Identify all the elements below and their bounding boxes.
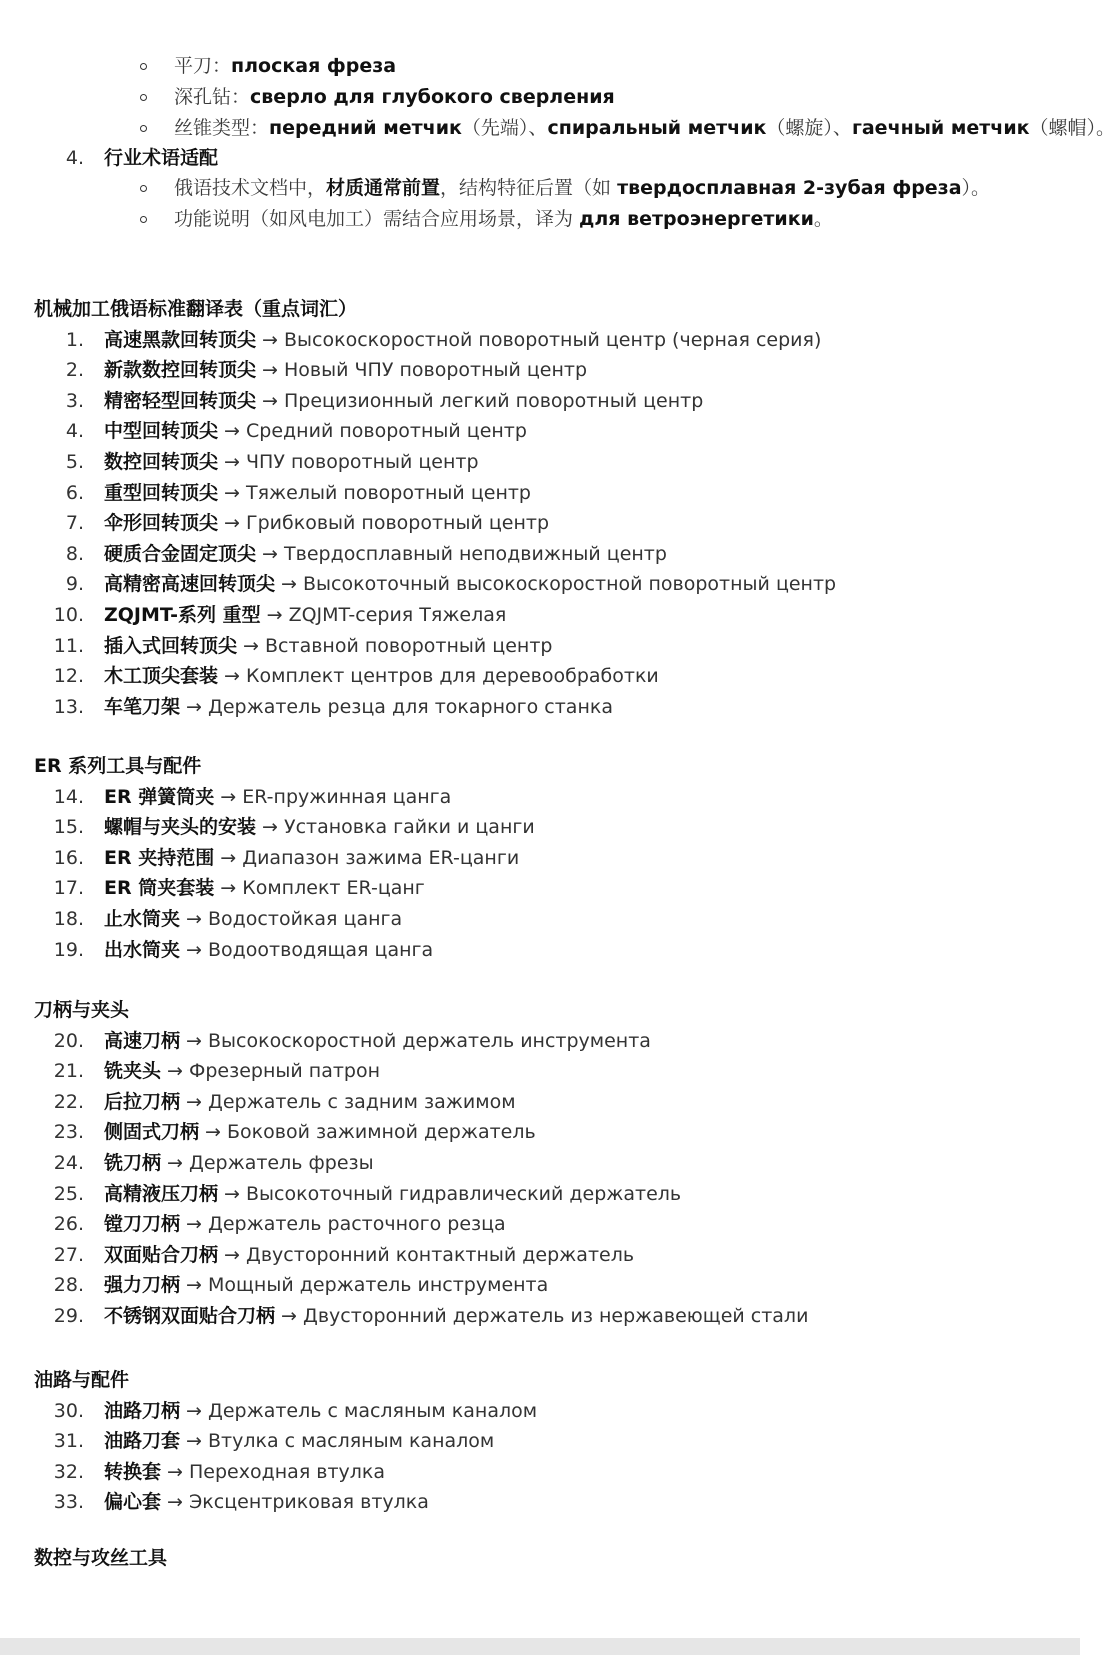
arrow-icon: → bbox=[218, 1182, 247, 1205]
term-russian: Держатель расточного резца bbox=[208, 1213, 506, 1236]
list-item bbox=[104, 695, 613, 719]
term-russian: Высокоточный высокоскоростной поворотный центр bbox=[303, 573, 837, 596]
arrow-icon: → bbox=[161, 1491, 190, 1514]
list-item-number: 31. bbox=[53, 1430, 84, 1453]
arrow-icon: → bbox=[214, 846, 243, 869]
list-item-number: 10. bbox=[53, 604, 84, 626]
term-chinese: 转换套 bbox=[104, 1460, 162, 1483]
arrow-icon: → bbox=[218, 512, 247, 535]
term-russian: Высокоскоростной держатель инструмента bbox=[208, 1029, 651, 1052]
list-item bbox=[104, 1120, 536, 1144]
term-chinese: 伞形回转顶尖 bbox=[104, 512, 219, 535]
list-item bbox=[104, 785, 451, 809]
list-item bbox=[104, 1151, 374, 1175]
list-item-number: 24. bbox=[53, 1152, 84, 1174]
list-item-number: 21. bbox=[53, 1060, 84, 1083]
list-item bbox=[104, 634, 552, 658]
term-russian: Тяжелый поворотный центр bbox=[246, 481, 531, 504]
list-item bbox=[104, 1460, 385, 1484]
term-chinese: 插入式回转顶尖 bbox=[104, 634, 238, 657]
term-chinese: ER 弹簧筒夹 bbox=[104, 785, 215, 808]
list-item bbox=[104, 1399, 537, 1423]
list-item-number: 3. bbox=[65, 389, 84, 412]
list-item-number: 20. bbox=[53, 1029, 84, 1052]
arrow-icon: → bbox=[180, 938, 209, 961]
term-russian: Вставной поворотный центр bbox=[265, 634, 553, 657]
arrow-icon: → bbox=[218, 451, 247, 473]
list-item-number: 8. bbox=[65, 542, 84, 565]
list-item-number: 26. bbox=[53, 1213, 84, 1236]
list-item bbox=[104, 1243, 634, 1267]
section-title-terminology: 行业术语适配 bbox=[104, 147, 219, 169]
term-chinese: 铣刀柄 bbox=[104, 1152, 162, 1174]
list-item-number: 7. bbox=[65, 512, 84, 535]
section-heading: 数控与攻丝工具 bbox=[34, 1547, 168, 1569]
term-russian: Держатель с масляным каналом bbox=[208, 1399, 538, 1422]
section-heading: 刀柄与夹头 bbox=[34, 999, 130, 1021]
arrow-icon: → bbox=[256, 359, 285, 382]
arrow-icon: → bbox=[275, 1305, 304, 1327]
bullet-item-deep-hole-drill: 深孔钻：сверло для глубокого сверления bbox=[174, 86, 615, 108]
term-russian: Мощный держатель инструмента bbox=[208, 1274, 549, 1297]
arrow-icon: → bbox=[180, 1274, 209, 1297]
term-chinese: 镗刀刀柄 bbox=[104, 1213, 181, 1236]
arrow-icon: → bbox=[237, 634, 266, 657]
list-item bbox=[104, 389, 703, 413]
list-item-number: 25. bbox=[53, 1182, 84, 1205]
term-russian: Втулка с масляным каналом bbox=[208, 1430, 495, 1453]
bullet-circle bbox=[140, 125, 147, 132]
list-item bbox=[104, 572, 836, 596]
term-russian: ER-пружинная цанга bbox=[242, 785, 452, 808]
list-item bbox=[104, 1029, 651, 1053]
arrow-icon: → bbox=[161, 1152, 190, 1174]
list-item-number: 17. bbox=[53, 877, 84, 900]
term-russian: Водостойкая цанга bbox=[208, 908, 403, 930]
term-russian: ZQJMT-серия Тяжелая bbox=[288, 604, 507, 626]
arrow-icon: → bbox=[218, 420, 247, 443]
arrow-icon: → bbox=[218, 1243, 247, 1266]
list-item bbox=[104, 664, 659, 688]
list-item-number: 5. bbox=[65, 451, 84, 473]
term-russian: Держатель резца для токарного станка bbox=[208, 695, 613, 718]
list-item-number: 4. bbox=[65, 420, 84, 443]
list-item bbox=[104, 907, 402, 931]
term-chinese: 侧固式刀柄 bbox=[104, 1121, 200, 1144]
list-item-number: 13. bbox=[53, 695, 84, 718]
arrow-icon: → bbox=[180, 1213, 209, 1236]
section-number: 4. bbox=[65, 147, 84, 169]
term-russian: Двусторонний держатель из нержавеющей стали bbox=[303, 1305, 809, 1327]
list-item-number: 28. bbox=[53, 1274, 84, 1297]
arrow-icon: → bbox=[180, 908, 209, 930]
list-item-number: 16. bbox=[53, 846, 84, 869]
term-russian: Боковой зажимной держатель bbox=[227, 1121, 536, 1144]
term-chinese: 高速刀柄 bbox=[104, 1029, 181, 1052]
list-item-number: 23. bbox=[53, 1121, 84, 1144]
list-item bbox=[104, 419, 527, 443]
arrow-icon: → bbox=[180, 1029, 209, 1052]
term-chinese: 油路刀套 bbox=[104, 1430, 181, 1453]
bullet-item-tap-types: 丝锥类型：передний метчик（先端）、спиральный метчик（螺旋）、гаечный метчик（螺帽）。 bbox=[174, 117, 1115, 139]
term-russian: Двусторонний контактный держатель bbox=[246, 1243, 635, 1266]
term-russian: Водоотводящая цанга bbox=[208, 938, 434, 961]
arrow-icon: → bbox=[161, 1060, 190, 1083]
list-item bbox=[104, 1490, 429, 1514]
term-chinese: 新款数控回转顶尖 bbox=[104, 359, 257, 382]
term-chinese: 高速黑款回转顶尖 bbox=[104, 328, 257, 351]
list-item-number: 12. bbox=[53, 665, 84, 688]
arrow-icon: → bbox=[161, 1460, 190, 1483]
sub-item-application: 功能说明（如风电加工）需结合应用场景，译为 для ветроэнергетики。 bbox=[174, 208, 833, 230]
term-russian: Твердосплавный неподвижный центр bbox=[284, 542, 667, 565]
bullet-circle bbox=[140, 63, 147, 70]
list-item-number: 18. bbox=[53, 908, 84, 930]
term-chinese: 车笔刀架 bbox=[104, 695, 181, 718]
list-item-number: 6. bbox=[65, 481, 84, 504]
section-heading: ER 系列工具与配件 bbox=[34, 755, 202, 777]
term-chinese: 不锈钢双面贴合刀柄 bbox=[104, 1305, 276, 1327]
list-item-number: 1. bbox=[65, 328, 84, 351]
list-item bbox=[104, 938, 433, 962]
arrow-icon: → bbox=[180, 1430, 209, 1453]
list-item bbox=[104, 511, 549, 535]
term-chinese: ZQJMT-系列 重型 bbox=[104, 604, 261, 626]
arrow-icon: → bbox=[275, 573, 304, 596]
section-heading: 油路与配件 bbox=[34, 1369, 130, 1391]
list-item-number: 11. bbox=[53, 634, 84, 657]
bullet-circle bbox=[140, 216, 147, 223]
term-russian: Держатель фрезы bbox=[189, 1152, 374, 1174]
term-russian: Держатель с задним зажимом bbox=[208, 1090, 516, 1113]
arrow-icon: → bbox=[256, 816, 285, 839]
bullet-circle bbox=[140, 94, 147, 101]
arrow-icon: → bbox=[199, 1121, 228, 1144]
term-chinese: ER 夹持范围 bbox=[104, 846, 215, 869]
arrow-icon: → bbox=[180, 695, 209, 718]
arrow-icon: → bbox=[256, 328, 285, 351]
term-russian: Средний поворотный центр bbox=[246, 420, 527, 443]
term-russian: Установка гайки и цанги bbox=[284, 816, 535, 839]
term-chinese: 中型回转顶尖 bbox=[104, 420, 219, 443]
list-item-number: 15. bbox=[53, 816, 84, 839]
term-chinese: 强力刀柄 bbox=[104, 1274, 181, 1297]
list-item bbox=[104, 1182, 681, 1206]
term-russian: Диапазон зажима ER-цанги bbox=[242, 846, 520, 869]
list-item-number: 19. bbox=[53, 938, 84, 961]
term-chinese: 后拉刀柄 bbox=[104, 1090, 181, 1113]
term-chinese: 螺帽与夹头的安装 bbox=[104, 816, 257, 839]
term-chinese: 高精密高速回转顶尖 bbox=[104, 573, 276, 596]
term-russian: Новый ЧПУ поворотный центр bbox=[284, 359, 588, 382]
term-russian: Переходная втулка bbox=[189, 1460, 386, 1483]
term-russian: Эксцентриковая втулка bbox=[189, 1491, 429, 1514]
list-item bbox=[104, 603, 506, 627]
term-chinese: 出水筒夹 bbox=[104, 938, 181, 961]
list-item-number: 14. bbox=[53, 785, 84, 808]
list-item bbox=[104, 1273, 548, 1297]
arrow-icon: → bbox=[180, 1399, 209, 1422]
arrow-icon: → bbox=[180, 1090, 209, 1113]
term-russian: Комплект центров для деревообработки bbox=[246, 665, 659, 688]
sub-item-material-order: 俄语技术文档中，材质通常前置，结构特征后置（如 твердосплавная 2-зубая фреза）。 bbox=[174, 177, 991, 199]
term-chinese: 木工顶尖套装 bbox=[104, 665, 219, 688]
arrow-icon: → bbox=[256, 542, 285, 565]
arrow-icon: → bbox=[214, 785, 243, 808]
arrow-icon: → bbox=[218, 481, 247, 504]
list-item bbox=[104, 846, 519, 870]
list-item bbox=[104, 1304, 808, 1328]
term-russian: Фрезерный патрон bbox=[189, 1060, 381, 1083]
list-item bbox=[104, 450, 479, 474]
bullet-circle bbox=[140, 185, 147, 192]
list-item bbox=[104, 1090, 516, 1114]
list-item bbox=[104, 1212, 506, 1236]
list-item bbox=[104, 481, 531, 505]
term-chinese: 精密轻型回转顶尖 bbox=[104, 389, 257, 412]
term-chinese: 止水筒夹 bbox=[104, 908, 181, 930]
arrow-icon: → bbox=[260, 604, 289, 626]
list-item bbox=[104, 876, 425, 900]
term-russian: Комплект ER-цанг bbox=[242, 877, 425, 900]
list-item-number: 22. bbox=[53, 1090, 84, 1113]
term-chinese: 硬质合金固定顶尖 bbox=[104, 542, 257, 565]
term-chinese: 偏心套 bbox=[104, 1491, 162, 1514]
arrow-icon: → bbox=[214, 877, 243, 900]
term-chinese: ER 筒夹套装 bbox=[104, 877, 215, 900]
list-item-number: 33. bbox=[53, 1491, 84, 1514]
list-item-number: 27. bbox=[53, 1243, 84, 1266]
list-item bbox=[104, 328, 821, 352]
list-item bbox=[104, 1429, 494, 1453]
term-chinese: 重型回转顶尖 bbox=[104, 481, 219, 504]
list-item-number: 9. bbox=[65, 573, 84, 596]
term-chinese: 铣夹头 bbox=[104, 1060, 162, 1083]
section-heading: 机械加工俄语标准翻译表（重点词汇） bbox=[34, 298, 358, 320]
term-chinese: 高精液压刀柄 bbox=[104, 1182, 219, 1205]
list-item bbox=[104, 815, 535, 839]
list-item-number: 32. bbox=[53, 1460, 84, 1483]
list-item bbox=[104, 358, 587, 382]
arrow-icon: → bbox=[256, 389, 285, 412]
term-chinese: 数控回转顶尖 bbox=[104, 451, 219, 473]
term-russian: Грибковый поворотный центр bbox=[246, 512, 550, 535]
list-item bbox=[104, 542, 667, 566]
list-item-number: 29. bbox=[53, 1305, 84, 1327]
term-russian: ЧПУ поворотный центр bbox=[246, 451, 479, 473]
list-item bbox=[104, 1059, 380, 1083]
term-russian: Высокоточный гидравлический держатель bbox=[246, 1182, 682, 1205]
term-russian: Прецизионный легкий поворотный центр bbox=[284, 389, 704, 412]
list-item-number: 2. bbox=[65, 359, 84, 382]
term-chinese: 双面贴合刀柄 bbox=[104, 1243, 219, 1266]
term-russian: Высокоскоростной поворотный центр (черная серия) bbox=[284, 328, 822, 351]
list-item-number: 30. bbox=[53, 1399, 84, 1422]
term-chinese: 油路刀柄 bbox=[104, 1399, 181, 1422]
bottom-edge-bar bbox=[0, 1638, 1080, 1655]
arrow-icon: → bbox=[218, 665, 247, 688]
bullet-item-flat-cutter: 平刀：плоская фреза bbox=[174, 55, 397, 77]
